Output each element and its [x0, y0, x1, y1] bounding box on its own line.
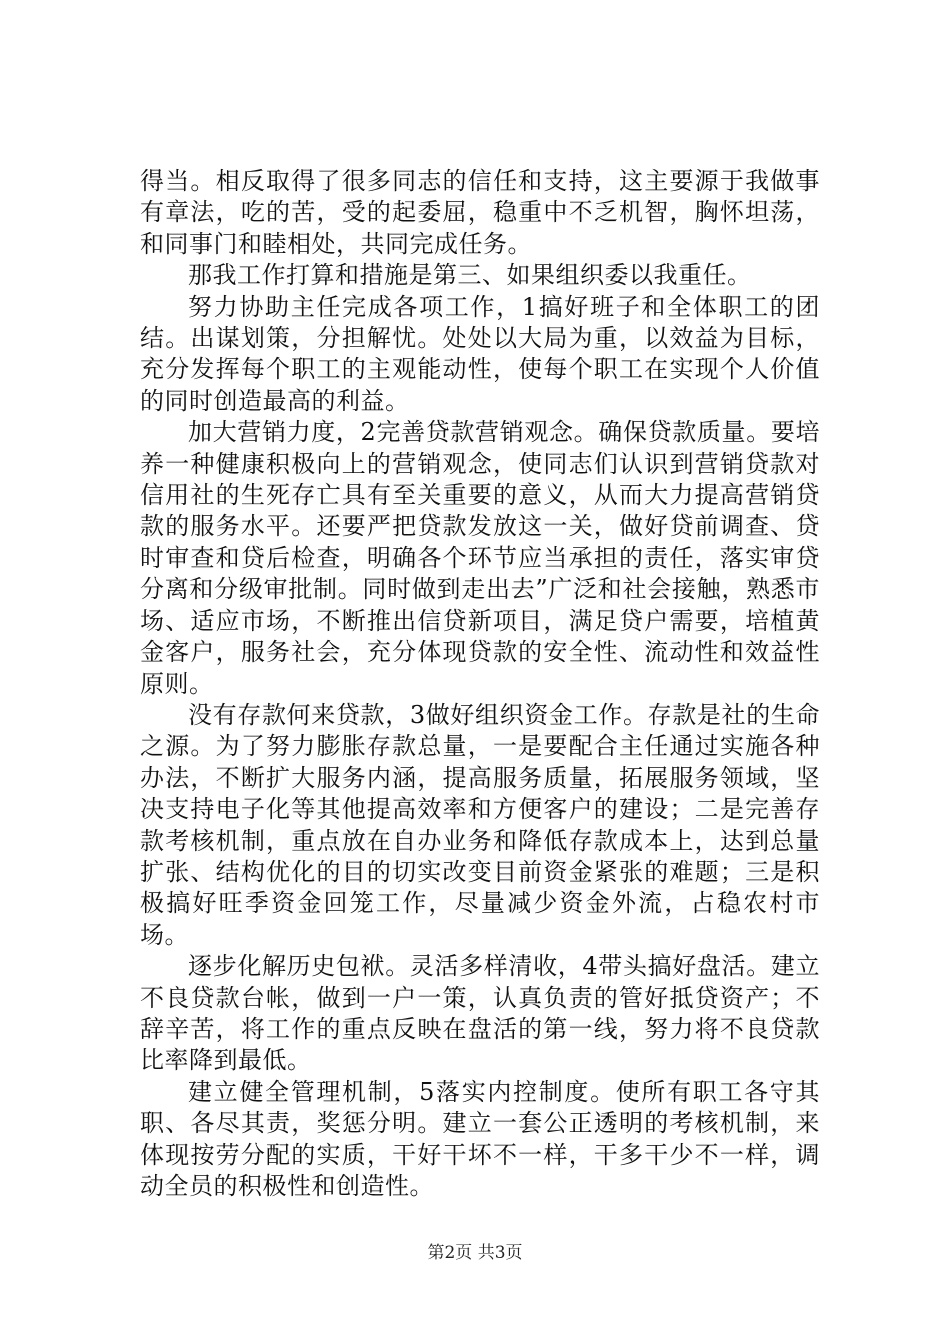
page-footer: 第2页 共3页 — [427, 1243, 523, 1263]
paragraph-6: 逐步化解历史包袱。灵活多样清收，4带头搞好盘活。建立不良贷款台帐，做到一户一策，认真负责的管好抵贷资产；不辞辛苦，将工作的重点反映在盘活的第一线，努力将不良贷款比率降到最低。 — [140, 952, 820, 1075]
paragraph-3: 努力协助主任完成各项工作，1搞好班子和全体职工的团结。出谋划策，分担解忧。处处以大局为重，以效益为目标，充分发挥每个职工的主观能动性，使每个职工在实现个人价值的同时创造最高的利益。 — [140, 292, 820, 415]
paragraph-7: 建立健全管理机制，5落实内控制度。使所有职工各守其职、各尽其责，奖惩分明。建立一套公正透明的考核机制，来体现按劳分配的实质，干好干坏不一样，干多干少不一样，调动全员的积极性和创造性。 — [140, 1077, 820, 1200]
document-body — [140, 166, 820, 1202]
paragraph-2: 那我工作打算和措施是第三、如果组织委以我重任。 — [188, 261, 752, 290]
paragraph-4: 加大营销力度，2完善贷款营销观念。确保贷款质量。要培养一种健康积极向上的营销观念，使同志们认识到营销贷款对信用社的生死存亡具有至关重要的意义，从而大力提高营销贷款的服务水平。还要严把贷款发放这一关，做好贷前调查、贷时审查和贷后检查，明确各个环节应当承担的责任，落实审贷分离和分级审批制。同时做到走出去”广泛和社会接触，熟悉市场、适应市场，不断推出信贷新项目，满足贷户需要，培植黄金客户，服务社会，充分体现贷款的安全性、流动性和效益性原则。 — [140, 418, 820, 698]
paragraph-5: 没有存款何来贷款，3做好组织资金工作。存款是社的生命之源。为了努力膨胀存款总量，一是要配合主任通过实施各种办法，不断扩大服务内涵，提高服务质量，拓展服务领域，坚决支持电子化等其他提高效率和方便客户的建设；二是完善存款考核机制，重点放在自办业务和降低存款成本上，达到总量扩张、结构优化的目的切实改变目前资金紧张的难题；三是积极搞好旺季资金回笼工作，尽量减少资金外流，占稳农村市场。 — [140, 700, 820, 949]
paragraph-1: 得当。相反取得了很多同志的信任和支持，这主要源于我做事有章法，吃的苦，受的起委屈，稳重中不乏机智，胸怀坦荡，和同事门和睦相处，共同完成任务。 — [140, 167, 820, 258]
